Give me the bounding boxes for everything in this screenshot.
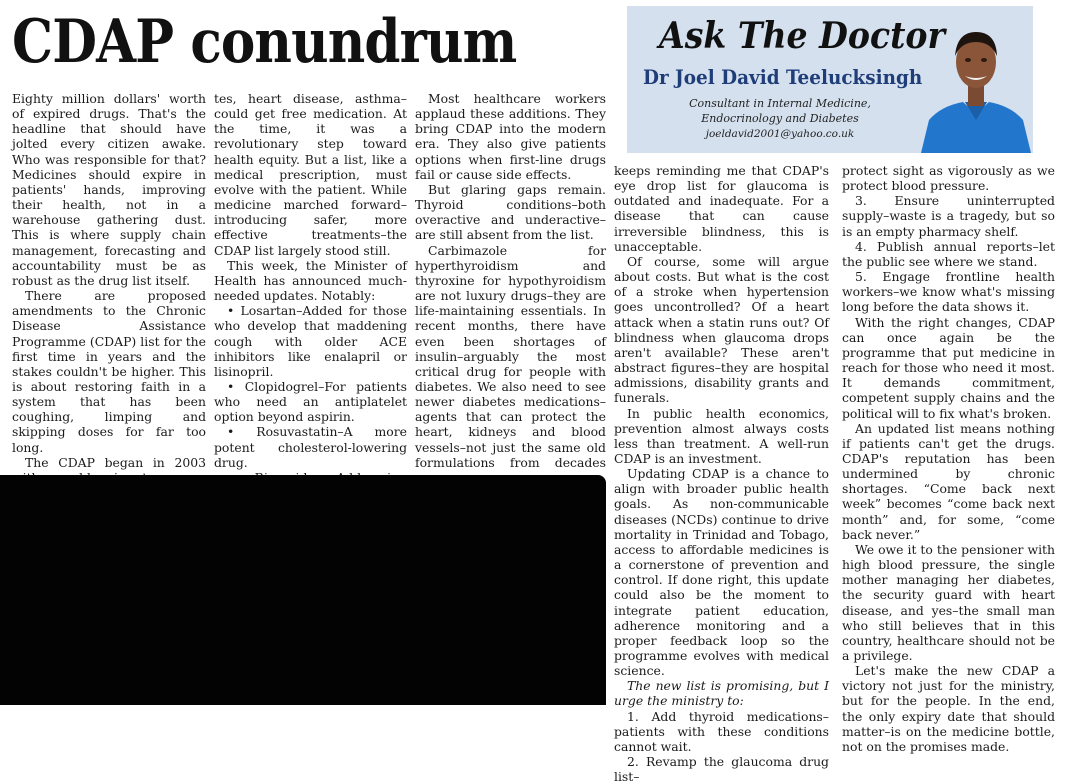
paragraph: We owe it to the pensioner with high blood pressure, the single mother managing her diabetes, the security guard with heart disease, and yes–the small man who still believes that in this country, healthcare should not be a privilege. bbox=[842, 541, 1055, 663]
paragraph: The new list is promising, but I urge the ministry to: bbox=[614, 678, 829, 709]
author-role-line-2: Endocrinology and Diabetes bbox=[701, 112, 859, 125]
author-role bbox=[655, 96, 905, 126]
redacted-area bbox=[0, 475, 606, 705]
paragraph: Of course, some will argue about costs. But what is the cost of a stroke when hypertension goes uncontrolled? Of a heart attack when a statin runs out? Of blindness when glaucoma drops aren't available? These aren't abstract figures–they are hospital admissions, disability grants and funerals. bbox=[614, 253, 829, 406]
paragraph: An updated list means nothing if patients can't get the drugs. CDAP's reputation has been undermined by chronic shortages. “Come back next week” becomes “come back next month” and, for some, “come back never.” bbox=[842, 420, 1055, 542]
bullet-item: • Losartan–Added for those who develop that maddening cough with older ACE inhibitors like enalapril or lisinopril. bbox=[214, 303, 407, 379]
paragraph: Updating CDAP is a chance to align with broader public health goals. As non-communicable diseases (NCDs) continue to drive mortality in Trinidad and Tobago, access to affordable medicines is a cornerstone of prevention and control. If done right, this update could also be the moment to integrate patient education, adherence monitoring and a proper feedback loop so the programme evolves with medical science. bbox=[614, 466, 829, 679]
paragraph: This week, the Minister of Health has announced much-needed updates. Notably: bbox=[214, 257, 407, 304]
author-portrait bbox=[919, 18, 1033, 153]
bullet-item: • Rosuvastatin–A more potent cholesterol-lowering drug. bbox=[214, 424, 407, 470]
bullet-item: • Clopidogrel–For patients who need an antiplatelet option beyond aspirin. bbox=[214, 378, 407, 425]
article-column-5 bbox=[842, 163, 1055, 754]
paragraph: Eighty million dollars' worth of expired drugs. That's the headline that should have jolted every citizen awake. Who was responsible for that? Medicines should expire in patients' hands, improving their health, not in a warehouse gathering dust. This is where supply chain management, forecasting and accountability must be as robust as the drug list itself. bbox=[12, 91, 206, 288]
article-column-1 bbox=[12, 91, 206, 531]
list-item: 4. Publish annual reports–let the public see where we stand. bbox=[842, 238, 1055, 269]
paragraph: Most healthcare workers applaud these additions. They bring CDAP into the modern era. They also give patients options when first-line drugs fail or cause side effects. bbox=[415, 91, 606, 182]
author-role-line-1: Consultant in Internal Medicine, bbox=[689, 97, 871, 110]
paragraph: keeps reminding me that CDAP's eye drop list for glaucoma is outdated and inadequate. For a disease that can cause irreversible blindness, this is unacceptable. bbox=[614, 163, 829, 254]
ask-the-doctor-header bbox=[627, 6, 1033, 153]
column-title: Ask The Doctor bbox=[659, 15, 945, 57]
list-item: 1. Add thyroid medications–patients with these conditions cannot wait. bbox=[614, 708, 829, 754]
article-column-3 bbox=[415, 91, 606, 500]
article-column-4 bbox=[614, 163, 829, 784]
headline: CDAP conundrum bbox=[12, 7, 517, 77]
paragraph: With the right changes, CDAP can once again be the programme that put medicine in reach for those who need it most. It demands commitment, competent supply chains and the political will to fix what's broken. bbox=[842, 314, 1055, 421]
list-item: 2. Revamp the glaucoma drug list– bbox=[614, 754, 829, 784]
article-column-2 bbox=[214, 91, 407, 515]
paragraph: In public health economics, prevention almost always costs less than treatment. A well-run CDAP is an investment. bbox=[614, 405, 829, 466]
author-email: joeldavid2001@yahoo.co.uk bbox=[705, 128, 855, 140]
paragraph: The CDAP began in 2003 bbox=[25, 454, 206, 470]
paragraph: protect sight as vigorously as we protect blood pressure. bbox=[842, 163, 1055, 194]
paragraph: But glaring gaps remain. Thyroid conditions–both overactive and underactive–are still absent from the list. bbox=[415, 181, 606, 243]
author-name: Dr Joel David Teelucksingh bbox=[643, 65, 923, 89]
list-item: 5. Engage frontline health workers–we know what's missing long before the data shows it. bbox=[842, 269, 1055, 315]
list-item: 3. Ensure uninterrupted supply–waste is a tragedy, but so is an empty pharmacy shelf. bbox=[842, 193, 1055, 239]
paragraph: There are proposed amendments to the Chronic Disease Assistance Programme (CDAP) list for the first time in years and the stakes couldn't be higher. This is about restoring faith in a system that has been coughing, limping and skipping doses for far too long. bbox=[12, 288, 206, 455]
paragraph: Let's make the new CDAP a victory not just for the ministry, but for the people. In the end, the only expiry date that should matter–is on the medicine bottle, not on the promises made. bbox=[842, 663, 1055, 754]
paragraph: Carbimazole for hyperthyroidism and thyroxine for hypothyroidism are not luxury drugs–they are life-maintaining essentials. In recent months, there have even been shortages of insulin–arguably the most critical drug for people with diabetes. We also need to see newer diabetes medications–agents that can protect the heart, kidneys and blood vessels–not just the same old formulations from decades bbox=[415, 242, 606, 470]
paragraph: tes, heart disease, asthma–could get free medication. At the time, it was a revolutionary step toward health equity. But a list, like a medical prescription, must evolve with the patient. While medicine marched forward–introducing safer, more effective treatments–the CDAP list largely stood still. bbox=[214, 91, 407, 258]
